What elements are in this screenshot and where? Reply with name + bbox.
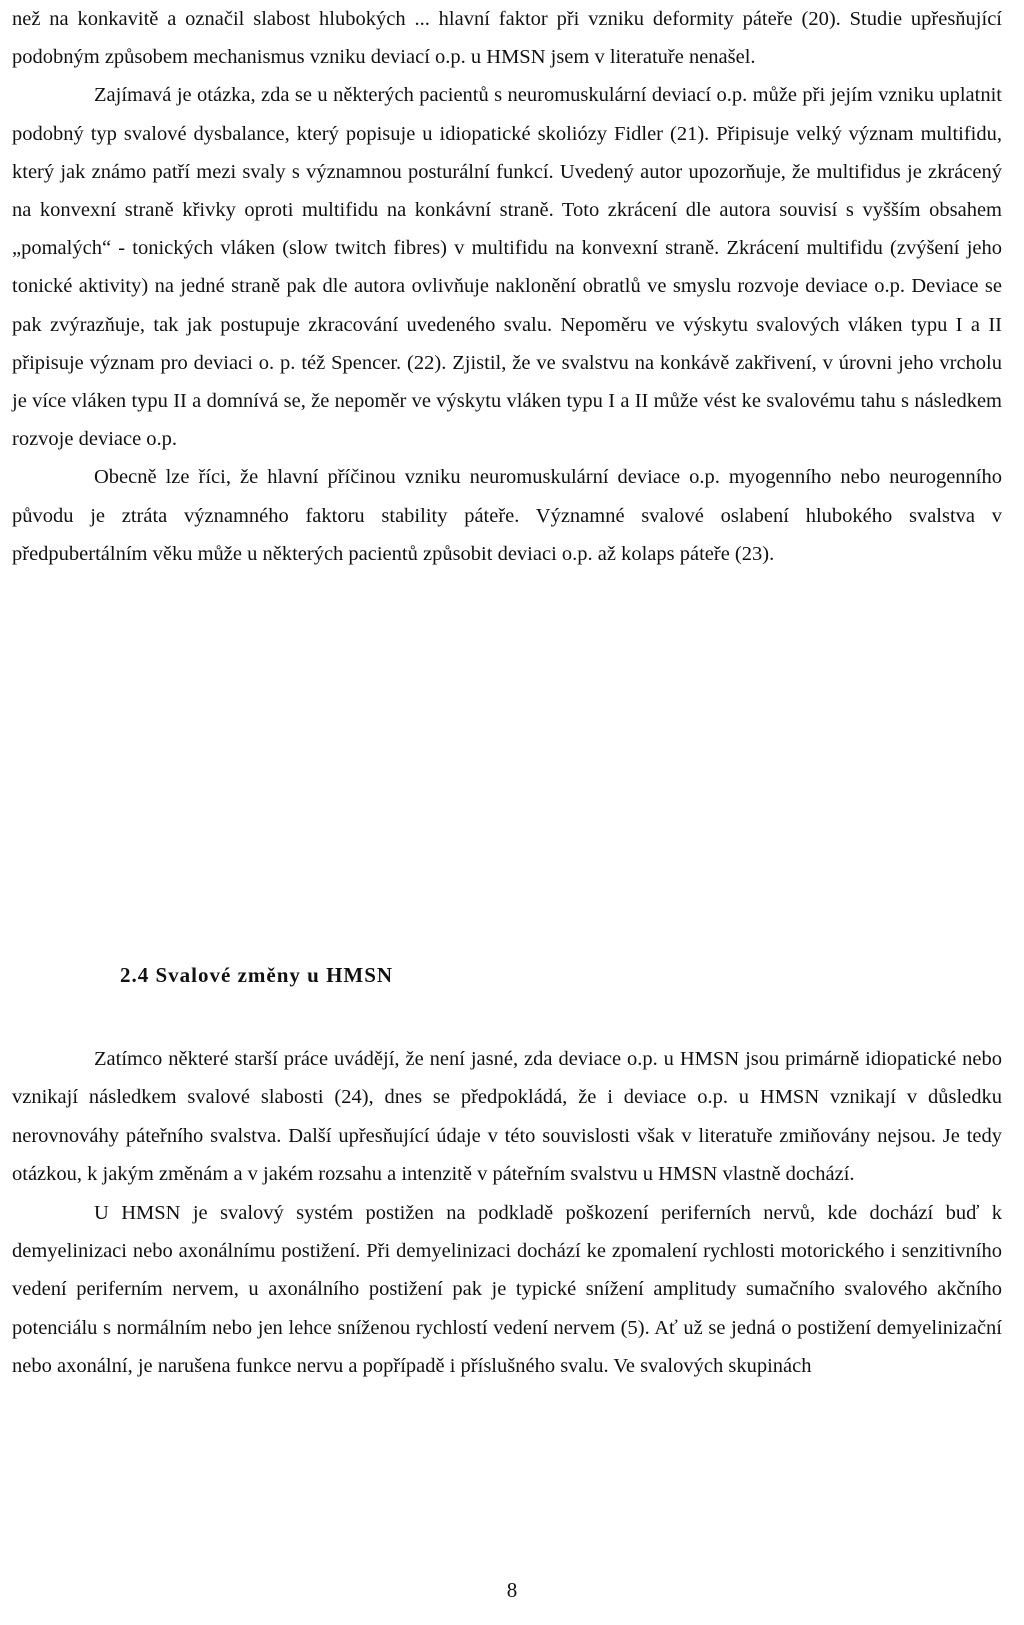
section-heading: 2.4 Svalové změny u HMSN (120, 963, 394, 987)
page-number: 8 (506, 1578, 518, 1602)
paragraph-1: než na konkavitě a označil slabost hlubokých ... hlavní faktor při vzniku deformity páteře (20). Studie upřesňující podobným způsobem mechanismus vzniku deviací o.p. u HMSN jsem v literatuře nenašel. (12, 8, 1002, 69)
document-page (12, 0, 1012, 1625)
body-text-bottom (12, 1040, 1002, 1386)
paragraph-2: Zajímavá je otázka, zda se u některých pacientů s neuromuskulární deviací o.p. může při jejím vzniku uplatnit podobný typ svalové dysbalance, který popisuje u idiopatické skoliózy Fidler (21). Připisuje velký význam multifidu, který jak známo patří mezi svaly s významnou posturální funkcí. Uvedený autor upozorňuje, že multifidus je zkrácený na konvexní straně křivky oproti multifidu na konkávní straně. Toto zkrácení dle autora souvisí s vyšším obsahem „pomalých“ - tonických vláken (slow twitch fibres) v multifidu na konvexní straně. Zkrácení multifidu (zvýšení jeho tonické aktivity) na jedné straně pak dle autora ovlivňuje naklonění obratlů ve smyslu rozvoje deviace o.p. Deviace se pak zvýrazňuje, tak jak postupuje zkracování uvedeného svalu. Nepoměru ve výskytu svalových vláken typu I a II připisuje význam pro deviaci o. p. též Spencer. (22). Zjistil, že ve svalstvu na konkávě zakřivení, v úrovni jeho vrcholu je více vláken typu II a domnívá se, že nepoměr ve výskytu vláken typu I a II může vést ke svalovému tahu s následkem rozvoje deviace o.p. (12, 84, 1002, 451)
paragraph-5: U HMSN je svalový systém postižen na podkladě poškození periferních nervů, kde dochází buď k demyelinizaci nebo axonálnímu postižení. Při demyelinizaci dochází ke zpomalení rychlosti motorického i senzitivního vedení periferním nervem, u axonálního postižení pak je typické snížení amplitudy sumačního svalového akčního potenciálu s normálním nebo jen lehce sníženou rychlostí vedení nervem (5). Ať už se jedná o postižení demyelinizační nebo axonální, je narušena funkce nervu a popřípadě i příslušného svalu. Ve svalových skupinách (12, 1201, 1002, 1378)
paragraph-4: Zatímco některé starší práce uvádějí, že není jasné, zda deviace o.p. u HMSN jsou primárně idiopatické nebo vznikají následkem svalové slabosti (24), dnes se předpokládá, že i deviace o.p. u HMSN vznikají v důsledku nerovnováhy páteřního svalstva. Další upřesňující údaje v této souvislosti však v literatuře zmiňovány nejsou. Je tedy otázkou, k jakým změnám a v jakém rozsahu a intenzitě v páteřním svalstvu u HMSN vlastně dochází. (12, 1048, 1002, 1186)
paragraph-3: Obecně lze říci, že hlavní příčinou vzniku neuromuskulární deviace o.p. myogenního nebo neurogenního původu je ztráta významného faktoru stability páteře. Významné svalové oslabení hlubokého svalstva v předpubertálním věku může u některých pacientů způsobit deviaci o.p. až kolaps páteře (23). (12, 466, 1002, 565)
body-text-top (12, 0, 1002, 573)
